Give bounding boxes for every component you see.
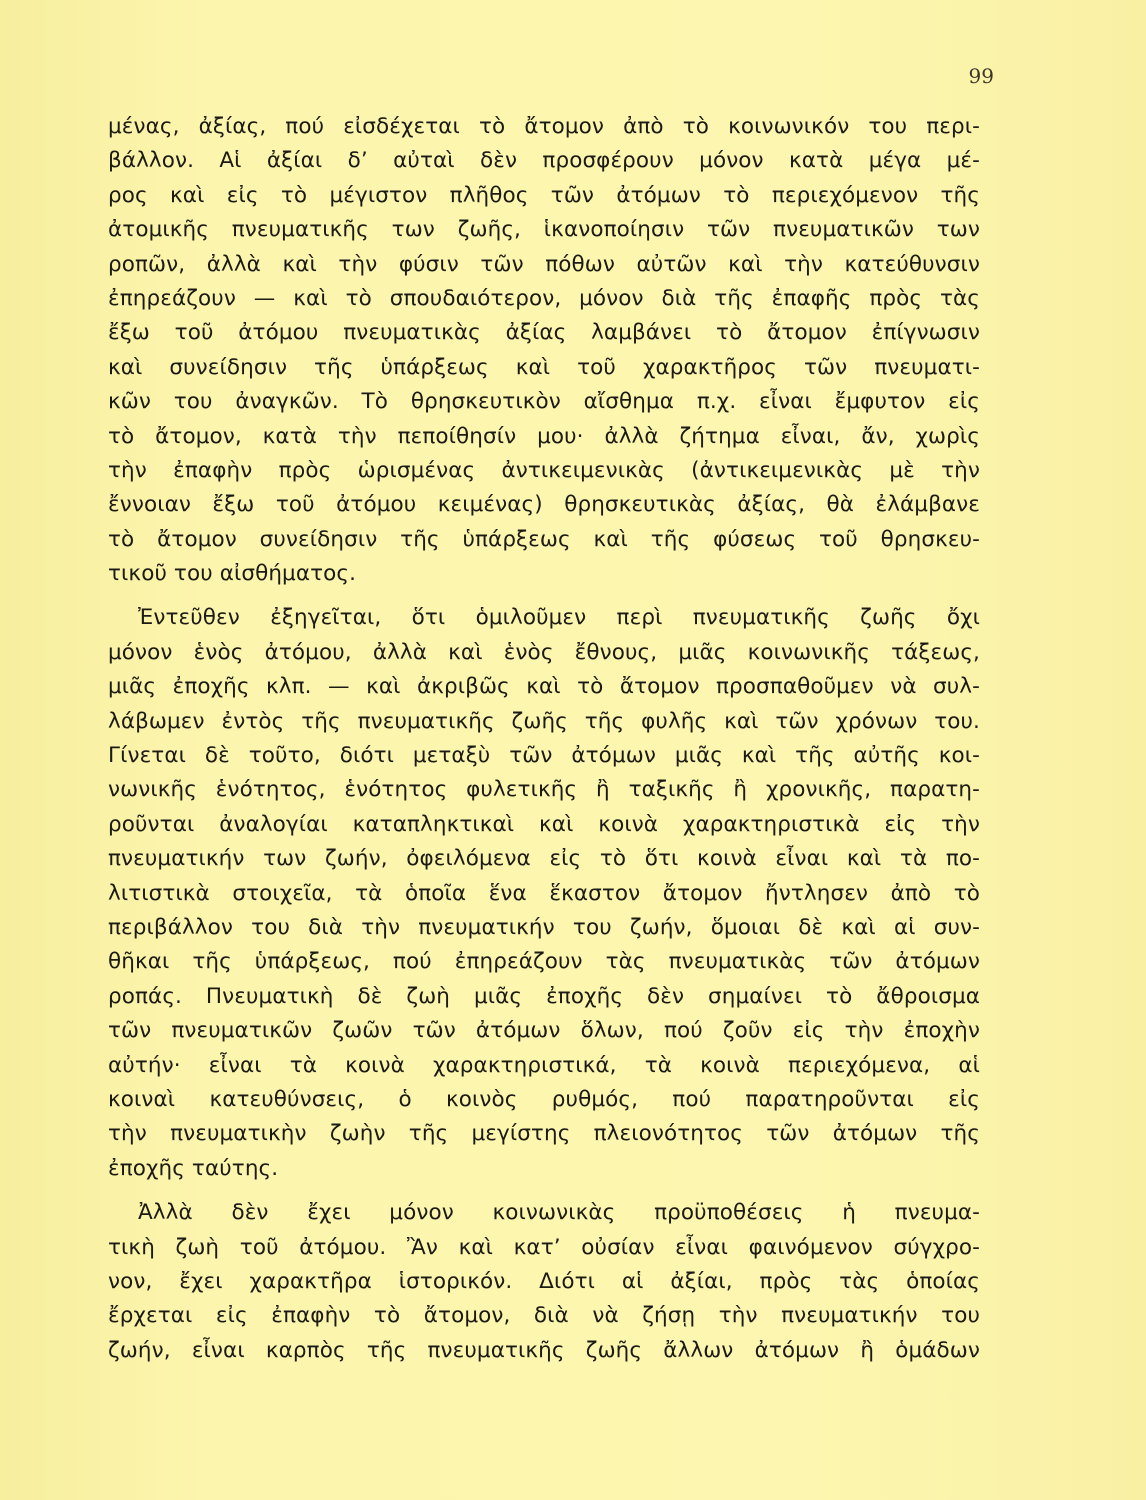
text-line: καὶ συνείδησιν τῆς ὑπάρξεως καὶ τοῦ χαρακτῆρος τῶν πνευματι- <box>108 354 980 380</box>
text-line: τὸ ἄτομον, κατὰ τὴν πεποίθησίν μου· ἀλλὰ ζήτημα εἶναι, ἄν, χωρὶς <box>108 423 980 449</box>
text-line: ἀτομικῆς πνευματικῆς των ζωῆς, ἱκανοποίησιν τῶν πνευματικῶν των <box>108 217 980 243</box>
text-line: Ἀλλὰ δὲν ἔχει μόνον κοινωνικὰς προϋποθέσεις ἡ πνευμα- <box>138 1200 980 1226</box>
text-line: ἐποχῆς ταύτης. <box>108 1155 279 1181</box>
text-line: τὴν ἐπαφὴν πρὸς ὡρισμένας ἀντικειμενικὰς (ἀντικειμενικὰς μὲ τὴν <box>108 457 980 483</box>
text-line: κοιναὶ κατευθύνσεις, ὁ κοινὸς ρυθμός, πού παρατηροῦνται εἰς <box>108 1086 980 1112</box>
text-line: ἐπηρεάζουν — καὶ τὸ σπουδαιότερον, μόνον διὰ τῆς ἐπαφῆς πρὸς τὰς <box>108 285 980 311</box>
text-line: ροῦνται ἀναλογίαι καταπληκτικαὶ καὶ κοινὰ χαρακτηριστικὰ εἰς τὴν <box>108 811 980 837</box>
paragraph <box>108 110 980 591</box>
text-line: περιβάλλον του διὰ τὴν πνευματικήν του ζωήν, ὅμοιαι δὲ καὶ αἱ συν- <box>108 914 980 940</box>
text-line: τικὴ ζωὴ τοῦ ἀτόμου. Ἂν καὶ κατ’ οὐσίαν εἶναι φαινόμενον σύγχρο- <box>108 1234 980 1260</box>
text-line: Γίνεται δὲ τοῦτο, διότι μεταξὺ τῶν ἀτόμων μιᾶς καὶ τῆς αὐτῆς κοι- <box>108 743 980 769</box>
text-line: τὴν πνευματικὴν ζωὴν τῆς μεγίστης πλειονότητος τῶν ἀτόμων τῆς <box>108 1121 980 1147</box>
text-line: ρος καὶ εἰς τὸ μέγιστον πλῆθος τῶν ἀτόμων τὸ περιεχόμενον τῆς <box>108 182 980 208</box>
text-line: ροπάς. Πνευματικὴ δὲ ζωὴ μιᾶς ἐποχῆς δὲν σημαίνει τὸ ἄθροισμα <box>108 983 980 1009</box>
text-line: μιᾶς ἐποχῆς κλπ. — καὶ ἀκριβῶς καὶ τὸ ἄτομον προσπαθοῦμεν νὰ συλ- <box>108 674 980 700</box>
text-line: ἔρχεται εἰς ἐπαφὴν τὸ ἄτομον, διὰ νὰ ζήσῃ τὴν πνευματικήν του <box>108 1303 980 1329</box>
text-line: αὐτήν· εἶναι τὰ κοινὰ χαρακτηριστικά, τὰ κοινὰ περιεχόμενα, αἱ <box>108 1052 980 1078</box>
text-line: τικοῦ του αἰσθήματος. <box>108 561 357 587</box>
paragraph <box>108 1196 980 1368</box>
text-line: ροπῶν, ἀλλὰ καὶ τὴν φύσιν τῶν πόθων αὐτῶν καὶ τὴν κατεύθυνσιν <box>108 251 980 277</box>
text-line: νον, ἔχει χαρακτῆρα ἱστορικόν. Διότι αἱ ἀξίαι, πρὸς τὰς ὁποίας <box>108 1268 980 1294</box>
text-line: μόνον ἑνὸς ἀτόμου, ἀλλὰ καὶ ἑνὸς ἔθνους, μιᾶς κοινωνικῆς τάξεως, <box>108 639 980 665</box>
text-line: νωνικῆς ἑνότητος, ἑνότητος φυλετικῆς ἢ ταξικῆς ἢ χρονικῆς, παρατη- <box>108 777 980 803</box>
text-line: κῶν του ἀναγκῶν. Τὸ θρησκευτικὸν αἴσθημα π.χ. εἶναι ἔμφυτον εἰς <box>108 389 980 415</box>
text-line: βάλλον. Αἱ ἀξίαι δ’ αὐταὶ δὲν προσφέρουν μόνον κατὰ μέγα μέ- <box>108 148 980 174</box>
text-line: λάβωμεν ἐντὸς τῆς πνευματικῆς ζωῆς τῆς φυλῆς καὶ τῶν χρόνων του. <box>108 708 980 734</box>
text-line: Ἐντεῦθεν ἐξηγεῖται, ὅτι ὁμιλοῦμεν περὶ πνευματικῆς ζωῆς ὄχι <box>138 605 980 631</box>
text-line: ἔξω τοῦ ἀτόμου πνευματικὰς ἀξίας λαμβάνει τὸ ἄτομον ἐπίγνωσιν <box>108 320 980 346</box>
text-line: θῆκαι τῆς ὑπάρξεως, πού ἐπηρεάζουν τὰς πνευματικὰς τῶν ἀτόμων <box>108 949 980 975</box>
text-line: τῶν πνευματικῶν ζωῶν τῶν ἀτόμων ὅλων, πού ζοῦν εἰς τὴν ἐποχὴν <box>108 1018 980 1044</box>
text-line: πνευματικήν των ζωήν, ὀφειλόμενα εἰς τὸ ὅτι κοινὰ εἶναι καὶ τὰ πο- <box>108 846 980 872</box>
paragraph <box>108 601 980 1186</box>
text-line: ζωήν, εἶναι καρπὸς τῆς πνευματικῆς ζωῆς ἄλλων ἀτόμων ἢ ὁμάδων <box>108 1337 980 1363</box>
text-line: τὸ ἄτομον συνείδησιν τῆς ὑπάρξεως καὶ τῆς φύσεως τοῦ θρησκευ- <box>108 526 980 552</box>
text-line: ἔννοιαν ἔξω τοῦ ἀτόμου κειμένας) θρησκευτικὰς ἀξίας, θὰ ἐλάμβανε <box>108 492 980 518</box>
text-line: λιτιστικὰ στοιχεῖα, τὰ ὁποῖα ἕνα ἕκαστον ἄτομον ἤντλησεν ἀπὸ τὸ <box>108 880 980 906</box>
text-line: μένας, ἀξίας, πού εἰσδέχεται τὸ ἄτομον ἀπὸ τὸ κοινωνικόν του περι- <box>108 114 980 139</box>
body-text <box>108 110 980 1368</box>
page-number: 99 <box>968 64 994 88</box>
